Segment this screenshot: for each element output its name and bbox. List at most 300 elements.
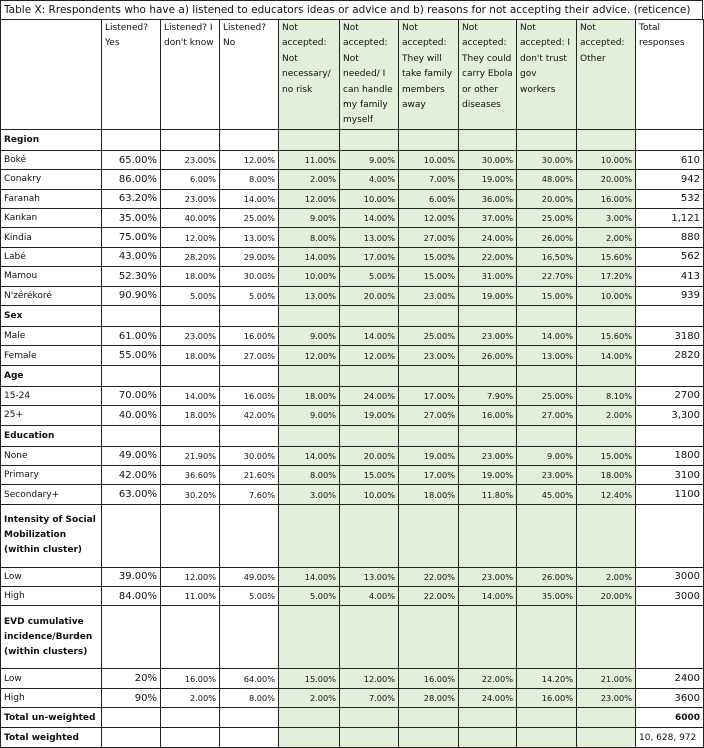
total-value: 10, 628, 972 [636, 728, 704, 748]
section-cell [161, 129, 220, 150]
value-cell: 23.00% [459, 567, 517, 586]
value-cell: 2.00% [161, 688, 220, 707]
section-cell [161, 606, 220, 669]
value-cell: 27.00% [517, 406, 577, 425]
section-cell [220, 504, 279, 567]
value-cell: 10.00% [340, 189, 399, 208]
table-row [1, 465, 704, 484]
value-cell: 22.70% [517, 267, 577, 286]
value-cell: 13.00% [220, 228, 279, 247]
column-header: Not accepted: Not necessary/ no risk [279, 20, 340, 130]
section-cell [636, 504, 704, 567]
value-cell: 5.00% [220, 286, 279, 305]
value-cell: 3600 [636, 688, 704, 707]
table-row [1, 587, 704, 606]
value-cell: 20.00% [517, 189, 577, 208]
section-cell [636, 606, 704, 669]
value-cell: 25.00% [517, 386, 577, 405]
section-cell [279, 129, 340, 150]
value-cell: 36.60% [161, 465, 220, 484]
table-row [1, 406, 704, 425]
value-cell: 20.00% [340, 286, 399, 305]
section-cell [577, 129, 636, 150]
value-cell: 14.00% [517, 326, 577, 345]
row-label: Male [1, 326, 102, 345]
value-cell: 49.00% [220, 567, 279, 586]
value-cell: 15.60% [577, 247, 636, 266]
value-cell: 18.00% [161, 346, 220, 365]
value-cell: 19.00% [399, 446, 459, 465]
respondents-table [0, 19, 704, 748]
section-cell [459, 305, 517, 326]
value-cell: 23.00% [161, 326, 220, 345]
section-cell [399, 305, 459, 326]
value-cell: 22.00% [399, 567, 459, 586]
section-cell [340, 504, 399, 567]
total-row [1, 708, 704, 728]
value-cell: 7.00% [399, 170, 459, 189]
section-cell [340, 305, 399, 326]
value-cell: 75.00% [102, 228, 161, 247]
section-cell [220, 305, 279, 326]
total-empty-cell [279, 728, 340, 748]
table-row [1, 189, 704, 208]
total-empty-cell [399, 728, 459, 748]
value-cell: 27.00% [399, 406, 459, 425]
value-cell: 61.00% [102, 326, 161, 345]
value-cell: 3.00% [279, 485, 340, 504]
column-header: Not accepted: I don't trust gov workers [517, 20, 577, 130]
value-cell: 17.00% [399, 465, 459, 484]
row-label: Faranah [1, 189, 102, 208]
section-row [1, 425, 704, 446]
section-cell [577, 425, 636, 446]
section-cell [459, 504, 517, 567]
value-cell: 2700 [636, 386, 704, 405]
table-title: Table X: Rrespondents who have a) listened to educators ideas or advice and b) reasons for not accepting their advice. (reticence) [0, 0, 703, 19]
table-row [1, 170, 704, 189]
section-cell [279, 504, 340, 567]
value-cell: 413 [636, 267, 704, 286]
section-cell [399, 129, 459, 150]
column-header: Total responses [636, 20, 704, 130]
value-cell: 15.00% [340, 465, 399, 484]
value-cell: 13.00% [340, 228, 399, 247]
section-label: EVD cumulative incidence/Burden (within clusters) [1, 606, 102, 669]
row-label: Labé [1, 247, 102, 266]
section-cell [636, 365, 704, 386]
value-cell: 20.00% [577, 587, 636, 606]
value-cell: 10.00% [340, 485, 399, 504]
section-cell [577, 606, 636, 669]
value-cell: 12.00% [279, 189, 340, 208]
column-header: Listened? I don't know [161, 20, 220, 130]
row-label: 15-24 [1, 386, 102, 405]
value-cell: 12.00% [220, 150, 279, 169]
value-cell: 14.00% [577, 346, 636, 365]
section-cell [102, 504, 161, 567]
section-cell [517, 425, 577, 446]
value-cell: 9.00% [340, 150, 399, 169]
section-cell [340, 365, 399, 386]
value-cell: 15.60% [577, 326, 636, 345]
value-cell: 2.00% [279, 170, 340, 189]
table-row [1, 446, 704, 465]
value-cell: 14.00% [279, 567, 340, 586]
value-cell: 22.00% [459, 669, 517, 688]
value-cell: 13.00% [340, 567, 399, 586]
section-cell [459, 425, 517, 446]
section-cell [399, 606, 459, 669]
table-row [1, 386, 704, 405]
section-cell [636, 129, 704, 150]
value-cell: 6.00% [399, 189, 459, 208]
value-cell: 23.00% [459, 326, 517, 345]
value-cell: 5.00% [340, 267, 399, 286]
total-label: Total un-weighted [1, 708, 102, 728]
value-cell: 7.00% [340, 688, 399, 707]
value-cell: 24.00% [459, 228, 517, 247]
section-cell [517, 504, 577, 567]
value-cell: 25.00% [220, 209, 279, 228]
value-cell: 2.00% [577, 406, 636, 425]
value-cell: 2.00% [279, 688, 340, 707]
table-row [1, 485, 704, 504]
section-cell [517, 129, 577, 150]
section-cell [399, 425, 459, 446]
value-cell: 12.00% [340, 669, 399, 688]
total-row [1, 728, 704, 748]
value-cell: 65.00% [102, 150, 161, 169]
value-cell: 49.00% [102, 446, 161, 465]
section-cell [220, 425, 279, 446]
section-cell [220, 606, 279, 669]
value-cell: 2820 [636, 346, 704, 365]
value-cell: 25.00% [399, 326, 459, 345]
value-cell: 23.00% [399, 286, 459, 305]
table-row [1, 669, 704, 688]
value-cell: 10.00% [577, 150, 636, 169]
value-cell: 19.00% [340, 406, 399, 425]
value-cell: 63.00% [102, 485, 161, 504]
value-cell: 15.00% [399, 267, 459, 286]
section-cell [161, 305, 220, 326]
value-cell: 30.00% [220, 446, 279, 465]
section-cell [459, 129, 517, 150]
column-header: Listened? Yes [102, 20, 161, 130]
row-label: Low [1, 567, 102, 586]
total-empty-cell [220, 708, 279, 728]
column-header: Listened? No [220, 20, 279, 130]
section-cell [577, 305, 636, 326]
value-cell: 48.00% [517, 170, 577, 189]
value-cell: 24.00% [340, 386, 399, 405]
table-body [1, 20, 704, 748]
value-cell: 30.00% [517, 150, 577, 169]
total-empty-cell [161, 728, 220, 748]
value-cell: 35.00% [102, 209, 161, 228]
total-empty-cell [340, 728, 399, 748]
header-row [1, 20, 704, 130]
value-cell: 3.00% [577, 209, 636, 228]
section-cell [102, 425, 161, 446]
value-cell: 18.00% [399, 485, 459, 504]
value-cell: 8.00% [279, 228, 340, 247]
row-label: Mamou [1, 267, 102, 286]
value-cell: 6.00% [161, 170, 220, 189]
row-label: Kindia [1, 228, 102, 247]
table-row [1, 346, 704, 365]
value-cell: 2.00% [577, 228, 636, 247]
value-cell: 23.00% [161, 150, 220, 169]
total-empty-cell [517, 728, 577, 748]
value-cell: 90% [102, 688, 161, 707]
value-cell: 63.20% [102, 189, 161, 208]
value-cell: 12.00% [399, 209, 459, 228]
value-cell: 5.00% [220, 587, 279, 606]
section-cell [220, 365, 279, 386]
row-label: N'zérékoré [1, 286, 102, 305]
value-cell: 8.00% [279, 465, 340, 484]
table-row [1, 688, 704, 707]
value-cell: 14.00% [459, 587, 517, 606]
section-cell [636, 425, 704, 446]
section-cell [161, 365, 220, 386]
value-cell: 9.00% [517, 446, 577, 465]
section-cell [102, 305, 161, 326]
column-header [1, 20, 102, 130]
section-cell [279, 425, 340, 446]
section-cell [220, 129, 279, 150]
value-cell: 29.00% [220, 247, 279, 266]
value-cell: 16.00% [220, 326, 279, 345]
section-row [1, 129, 704, 150]
value-cell: 16.00% [459, 406, 517, 425]
value-cell: 23.00% [399, 346, 459, 365]
value-cell: 21.00% [577, 669, 636, 688]
value-cell: 20% [102, 669, 161, 688]
value-cell: 52.30% [102, 267, 161, 286]
value-cell: 14.00% [340, 326, 399, 345]
value-cell: 5.00% [279, 587, 340, 606]
value-cell: 8.10% [577, 386, 636, 405]
value-cell: 45.00% [517, 485, 577, 504]
value-cell: 30.00% [220, 267, 279, 286]
value-cell: 24.00% [459, 688, 517, 707]
value-cell: 10.00% [577, 286, 636, 305]
section-cell [102, 606, 161, 669]
value-cell: 18.00% [577, 465, 636, 484]
total-empty-cell [577, 708, 636, 728]
row-label: Female [1, 346, 102, 365]
value-cell: 23.00% [517, 465, 577, 484]
value-cell: 3,300 [636, 406, 704, 425]
value-cell: 28.00% [399, 688, 459, 707]
section-cell [517, 305, 577, 326]
total-empty-cell [102, 728, 161, 748]
value-cell: 36.00% [459, 189, 517, 208]
total-empty-cell [102, 708, 161, 728]
value-cell: 9.00% [279, 209, 340, 228]
value-cell: 1,121 [636, 209, 704, 228]
column-header: Not accepted: They will take family members away [399, 20, 459, 130]
value-cell: 1100 [636, 485, 704, 504]
value-cell: 14.00% [279, 446, 340, 465]
section-row [1, 305, 704, 326]
section-cell [577, 504, 636, 567]
value-cell: 18.00% [161, 267, 220, 286]
value-cell: 27.00% [220, 346, 279, 365]
value-cell: 42.00% [102, 465, 161, 484]
value-cell: 1800 [636, 446, 704, 465]
section-cell [340, 425, 399, 446]
total-empty-cell [517, 708, 577, 728]
section-cell [459, 606, 517, 669]
table-row [1, 267, 704, 286]
table-row [1, 228, 704, 247]
value-cell: 532 [636, 189, 704, 208]
value-cell: 12.00% [340, 346, 399, 365]
total-label: Total weighted [1, 728, 102, 748]
column-header: Not accepted: They could carry Ebola or other diseases [459, 20, 517, 130]
total-empty-cell [577, 728, 636, 748]
row-label: 25+ [1, 406, 102, 425]
value-cell: 21.90% [161, 446, 220, 465]
value-cell: 18.00% [161, 406, 220, 425]
value-cell: 16.00% [577, 189, 636, 208]
value-cell: 8.00% [220, 170, 279, 189]
table-row [1, 209, 704, 228]
value-cell: 610 [636, 150, 704, 169]
value-cell: 28.20% [161, 247, 220, 266]
row-label: Boké [1, 150, 102, 169]
total-empty-cell [459, 728, 517, 748]
value-cell: 942 [636, 170, 704, 189]
section-cell [279, 365, 340, 386]
value-cell: 16.00% [161, 669, 220, 688]
section-cell [459, 365, 517, 386]
table-row [1, 286, 704, 305]
table-row [1, 247, 704, 266]
section-cell [517, 365, 577, 386]
column-header: Not accepted: Other [577, 20, 636, 130]
section-row [1, 606, 704, 669]
value-cell: 26.00% [517, 228, 577, 247]
section-row [1, 504, 704, 567]
value-cell: 880 [636, 228, 704, 247]
value-cell: 2.00% [577, 567, 636, 586]
section-label: Age [1, 365, 102, 386]
value-cell: 4.00% [340, 587, 399, 606]
value-cell: 35.00% [517, 587, 577, 606]
value-cell: 43.00% [102, 247, 161, 266]
value-cell: 15.00% [279, 669, 340, 688]
value-cell: 84.00% [102, 587, 161, 606]
value-cell: 8.00% [220, 688, 279, 707]
value-cell: 22.00% [399, 587, 459, 606]
value-cell: 42.00% [220, 406, 279, 425]
value-cell: 12.40% [577, 485, 636, 504]
value-cell: 19.00% [459, 465, 517, 484]
section-cell [340, 606, 399, 669]
section-cell [577, 365, 636, 386]
value-cell: 15.00% [399, 247, 459, 266]
value-cell: 16.00% [517, 688, 577, 707]
value-cell: 26.00% [459, 346, 517, 365]
value-cell: 15.00% [577, 446, 636, 465]
section-cell [102, 129, 161, 150]
value-cell: 12.00% [161, 567, 220, 586]
value-cell: 7.90% [459, 386, 517, 405]
value-cell: 27.00% [399, 228, 459, 247]
value-cell: 10.00% [279, 267, 340, 286]
value-cell: 17.20% [577, 267, 636, 286]
value-cell: 14.00% [340, 209, 399, 228]
section-cell [399, 504, 459, 567]
value-cell: 14.00% [220, 189, 279, 208]
value-cell: 11.00% [279, 150, 340, 169]
total-empty-cell [399, 708, 459, 728]
section-cell [636, 305, 704, 326]
value-cell: 14.20% [517, 669, 577, 688]
row-label: High [1, 587, 102, 606]
table-row [1, 150, 704, 169]
value-cell: 30.20% [161, 485, 220, 504]
value-cell: 22.00% [459, 247, 517, 266]
row-label: Secondary+ [1, 485, 102, 504]
value-cell: 26.00% [517, 567, 577, 586]
value-cell: 23.00% [577, 688, 636, 707]
value-cell: 13.00% [279, 286, 340, 305]
section-cell [161, 425, 220, 446]
value-cell: 25.00% [517, 209, 577, 228]
value-cell: 30.00% [459, 150, 517, 169]
total-empty-cell [459, 708, 517, 728]
value-cell: 70.00% [102, 386, 161, 405]
section-row [1, 365, 704, 386]
value-cell: 18.00% [279, 386, 340, 405]
section-cell [517, 606, 577, 669]
value-cell: 939 [636, 286, 704, 305]
table-row [1, 567, 704, 586]
table-row [1, 326, 704, 345]
value-cell: 64.00% [220, 669, 279, 688]
value-cell: 21.60% [220, 465, 279, 484]
value-cell: 16.50% [517, 247, 577, 266]
value-cell: 11.00% [161, 587, 220, 606]
value-cell: 3000 [636, 567, 704, 586]
value-cell: 5.00% [161, 286, 220, 305]
value-cell: 40.00% [161, 209, 220, 228]
value-cell: 31.00% [459, 267, 517, 286]
column-header: Not accepted: Not needed/ I can handle my family myself [340, 20, 399, 130]
value-cell: 55.00% [102, 346, 161, 365]
value-cell: 90.90% [102, 286, 161, 305]
value-cell: 9.00% [279, 326, 340, 345]
value-cell: 17.00% [340, 247, 399, 266]
row-label: Conakry [1, 170, 102, 189]
value-cell: 17.00% [399, 386, 459, 405]
section-cell [399, 365, 459, 386]
value-cell: 3100 [636, 465, 704, 484]
value-cell: 4.00% [340, 170, 399, 189]
section-cell [102, 365, 161, 386]
section-cell [279, 606, 340, 669]
value-cell: 16.00% [220, 386, 279, 405]
value-cell: 20.00% [340, 446, 399, 465]
value-cell: 20.00% [577, 170, 636, 189]
value-cell: 11.80% [459, 485, 517, 504]
